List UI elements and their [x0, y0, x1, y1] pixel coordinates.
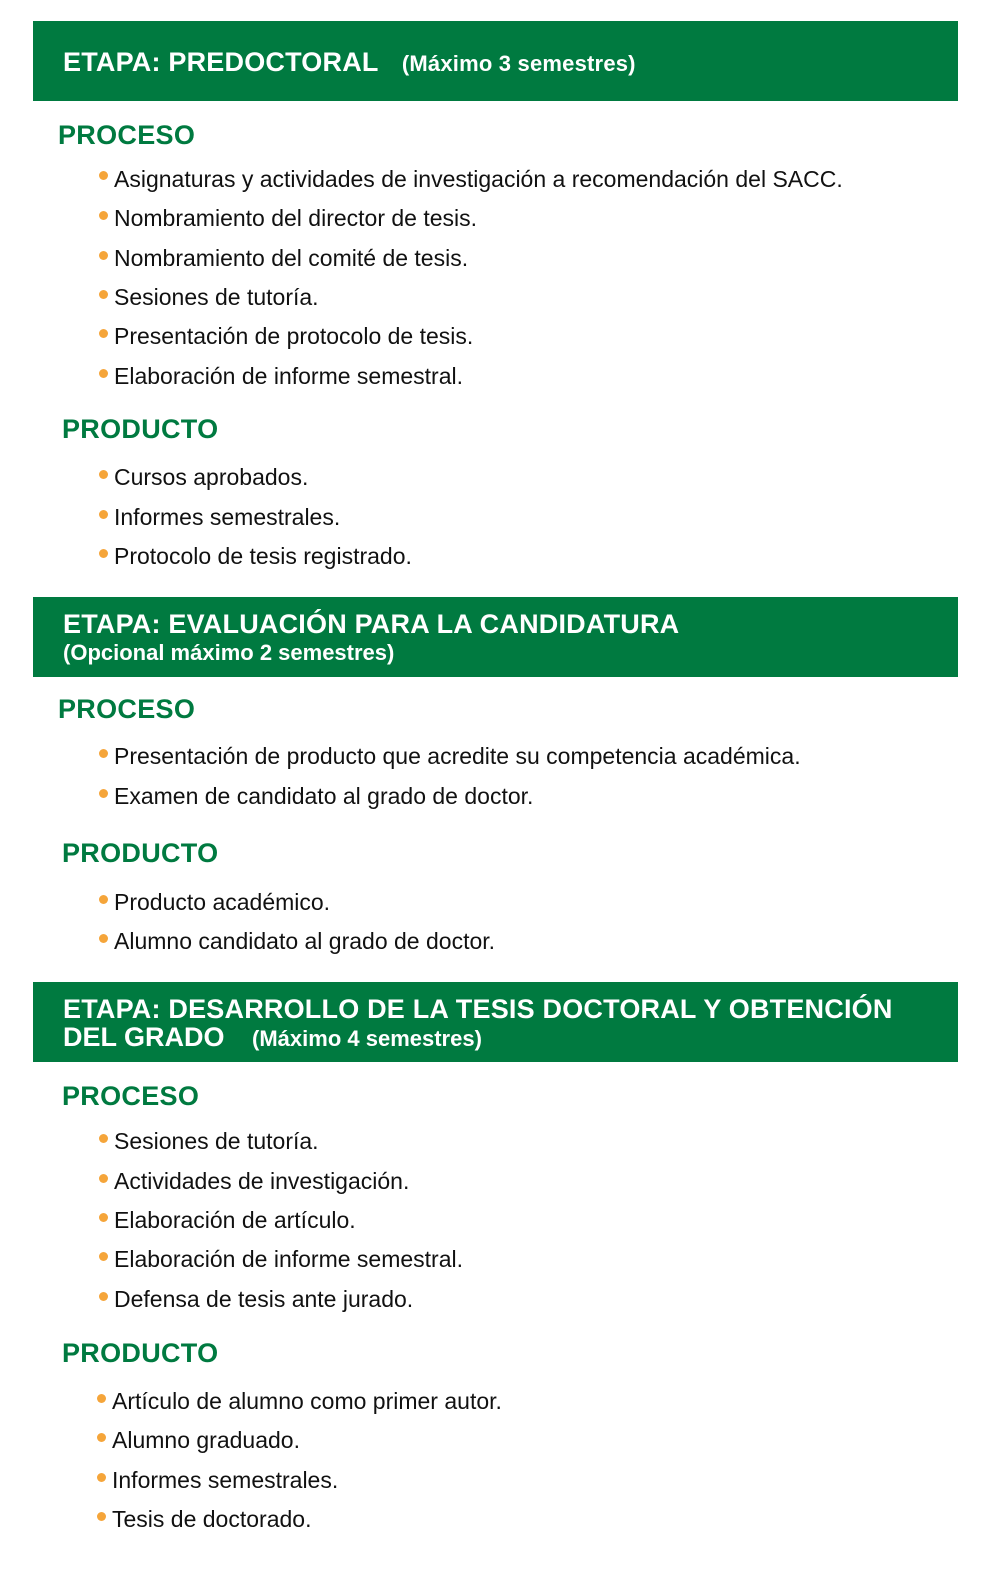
list-item: Elaboración de informe semestral. — [114, 1246, 463, 1272]
list-item: Protocolo de tesis registrado. — [114, 543, 412, 569]
bullet-icon — [97, 1433, 106, 1442]
stage-3-title-line2: DEL GRADO — [63, 1022, 225, 1052]
list-item: Tesis de doctorado. — [112, 1506, 312, 1532]
stage-3-producto-heading: PRODUCTO — [62, 1338, 219, 1368]
list-item: Elaboración de informe semestral. — [114, 363, 463, 389]
bullet-icon — [97, 1473, 106, 1482]
list-item: Informes semestrales. — [112, 1467, 339, 1493]
bullet-icon — [99, 211, 108, 220]
stage-2-proceso-heading: PROCESO — [58, 694, 196, 724]
bullet-icon — [99, 549, 108, 558]
bullet-icon — [97, 1394, 106, 1403]
list-item: Alumno graduado. — [112, 1427, 300, 1453]
list-item: Producto académico. — [114, 889, 331, 915]
stage-1-subtitle: (Máximo 3 semestres) — [401, 51, 636, 76]
list-item: Alumno candidato al grado de doctor. — [114, 928, 496, 954]
bullet-icon — [99, 895, 108, 904]
stage-3-banner — [33, 982, 958, 1062]
list-item: Elaboración de artículo. — [114, 1207, 356, 1233]
list-item: Artículo de alumno como primer autor. — [112, 1388, 502, 1414]
stage-3-proceso-heading: PROCESO — [62, 1081, 200, 1111]
stage-3-subtitle: (Máximo 4 semestres) — [252, 1026, 482, 1051]
list-item: Nombramiento del director de tesis. — [114, 205, 478, 231]
stage-3-title-line1: ETAPA: DESARROLLO DE LA TESIS DOCTORAL Y OBTENCIÓN — [63, 994, 893, 1024]
list-item: Actividades de investigación. — [114, 1168, 410, 1194]
bullet-icon — [99, 1213, 108, 1222]
bullet-icon — [99, 1174, 108, 1183]
list-item: Sesiones de tutoría. — [114, 284, 319, 310]
bullet-icon — [99, 171, 108, 180]
bullet-icon — [99, 749, 108, 758]
stage-2-subtitle: (Opcional máximo 2 semestres) — [63, 640, 395, 665]
bullet-icon — [99, 789, 108, 798]
list-item: Presentación de producto que acredite su competencia académica. — [114, 743, 801, 769]
stage-2-banner — [33, 597, 958, 677]
list-item: Asignaturas y actividades de investigación a recomendación del SACC. — [114, 166, 843, 192]
stage-2-title: ETAPA: EVALUACIÓN PARA LA CANDIDATURA — [63, 609, 680, 639]
stage-1-banner — [33, 21, 958, 101]
bullet-icon — [99, 470, 108, 479]
bullet-icon — [97, 1512, 106, 1521]
stage-1-title: ETAPA: PREDOCTORAL — [63, 47, 379, 77]
list-item: Informes semestrales. — [114, 504, 341, 530]
bullet-icon — [99, 1292, 108, 1301]
bullet-icon — [99, 369, 108, 378]
bullet-icon — [99, 1134, 108, 1143]
list-item: Sesiones de tutoría. — [114, 1128, 319, 1154]
stage-1-proceso-heading: PROCESO — [58, 120, 196, 150]
stage-2-producto-heading: PRODUCTO — [62, 838, 219, 868]
stage-1-producto-heading: PRODUCTO — [62, 414, 219, 444]
bullet-icon — [99, 251, 108, 260]
bullet-icon — [99, 290, 108, 299]
list-item: Nombramiento del comité de tesis. — [114, 245, 469, 271]
list-item: Defensa de tesis ante jurado. — [114, 1286, 414, 1312]
list-item: Cursos aprobados. — [114, 464, 309, 490]
bullet-icon — [99, 1252, 108, 1261]
list-item: Presentación de protocolo de tesis. — [114, 323, 474, 349]
list-item: Examen de candidato al grado de doctor. — [114, 783, 534, 809]
bullet-icon — [99, 329, 108, 338]
bullet-icon — [99, 510, 108, 519]
bullet-icon — [99, 934, 108, 943]
